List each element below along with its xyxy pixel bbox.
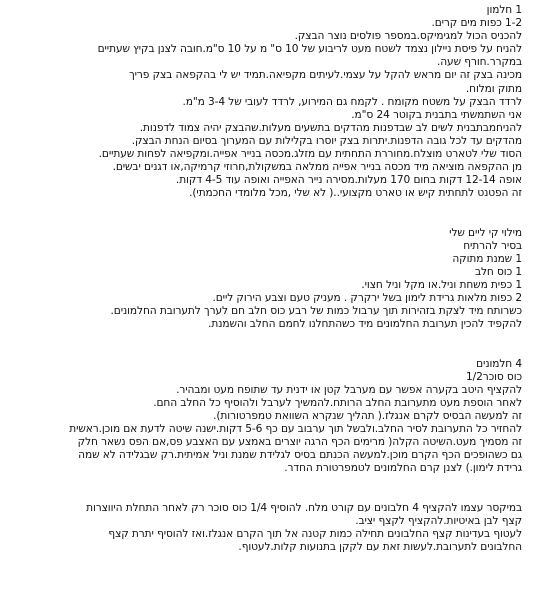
recipe-line: 1 חלמון [486, 4, 522, 16]
recipe-line: להניח על פיסת ניילון נצמד לשטח מעט לריבוע של 10 ס" מ על 10 ס"מ.חובה לצנן בקיץ שעתיים [97, 43, 522, 56]
recipe-line: 1 שמנת מתוקה [452, 252, 522, 265]
recipe-line: החלבונים לתערובת.לעשות זאת עם לקקן בתנועות קלות.לעטוף. [238, 540, 522, 553]
recipe-line: להניחמבתבנית לשים לב שבדפנות מהדקים בתשעים מעלות.שהבצק יהיה צמוד לדפנות. [139, 121, 522, 134]
recipe-line: אני השתמשתי בתבנית בקוטר 24 ס"מ. [351, 108, 522, 121]
recipe-line: 2 כפות מלאות גרידת לימון בשל ירקרק . מעניק טעם וצבע הירוק ליים. [212, 292, 522, 305]
recipe-line: כשרותח מיד לצקת בזהירות תוך ערבול כמות של רבע כוס חלב חם לערך לתערובת החלמונים. [110, 305, 522, 318]
recipe-line: לרדד הבצק על משטח מקומח . לקמח גם המירוע, לרדד לעובי של 3-4 מ"מ. [182, 95, 522, 108]
recipe-line: אופה 12-14 דקות בחום 170 מעלות.מסירה נייר האפייה ואופה עוד 4-5 דקות. [175, 174, 522, 187]
recipe-line: זה הפטנט לתחתית קיש או טארט מקצועי..( לא שלי ,מכל מלומדי החכמתי). [189, 187, 522, 200]
recipe-line: גרידת לימון.) לצנן קרם החלמונים לטמפרטורת החדר. [284, 462, 522, 475]
paragraph-gap [10, 475, 522, 488]
recipe-line: לעטוף בעדינות קצף החלבונים תחילה כמות קטנה אל תוך הקרם אנגלז.ואז להוסיף יתרת קצף [108, 527, 522, 540]
section-heading: 4 חלמונים [476, 357, 522, 370]
recipe-line: לאחר הוספת מעט מתערובת החלב הרותח.להמשיך לערבל ולהוסיף כל החלב החם. [153, 396, 522, 409]
recipe-line: מהדקים עד לכל גובה הדפנות.יתרות בצק יוסרו בקלילות עם המערוך בסיום הנחת הבצק. [131, 134, 522, 147]
recipe-line: זה למעשה הבסיס לקרם אנגלז.( תהליך שנקרא השוואת טמפרטורות). [213, 409, 522, 422]
recipe-line: 1-2 כפות מים קרים. [431, 17, 522, 30]
paragraph-gap [10, 331, 522, 344]
recipe-line: גם כשהופכים הכף הקרם מוכן.למעשה הכנתם בסיס לגלידת שמנת וניל אמיתית.רק שבגלידה לא שמה [78, 449, 522, 462]
recipe-line: במיקסר עצמו להקציף 4 חלבונים עם קורט מלח. להוסיף 1/4 כוס סוכר רק לאחר התחלת היווצרות [86, 501, 522, 514]
recipe-line: כוס סוכר1/2 [465, 370, 522, 383]
recipe-line: מכינה בצק זה יום מראש להקל על עצמי.לעיתים מקפיאה.תמיד יש לי בהקפאה בצק פריך [129, 69, 522, 82]
lime-filling-section [10, 227, 522, 332]
recipe-line: זה מסמיך מעט.השיטה הקלה( מרימים הכף הרגה יוצרים באמצע עם האצבע פס,אם הפס נשאר חלק [77, 436, 522, 449]
paragraph-gap [10, 214, 522, 227]
recipe-line: קצף לבן באיטיות.להקציף לקצף יציב. [355, 514, 522, 527]
recipe-line: להקפיד להכין תערובת החלמונים מיד כשהתחלנו לחמם החלב והשמנת. [208, 318, 522, 331]
paragraph-gap [10, 344, 522, 357]
recipe-line: להחזיר כל התערובת לסיר החלב.ולבשל תוך ערבוב עם כף 5-6 דקות.ישנה שיטה לדעת אם מוכן.ראשית [69, 423, 522, 435]
crust-section [10, 4, 522, 200]
recipe-line: מן ההקפאה מוציאה מיד מכסה בנייר אפייה ממלאה במשקולת,חרוזי קרמיקה,או דגנים יבשים. [112, 161, 522, 174]
section-heading: מילוי קי ליים שלי [449, 226, 522, 239]
recipe-line: מתוק ומלוח. [465, 82, 522, 95]
recipe-line: להקציף היטב בקערה אפשר עם מערבל קטן או ידנית עד שתופח מעט ומבהיר. [176, 383, 522, 396]
recipe-line: הסוד שלי לטארט מוצלח.מחוררת התחתית עם מזלג.מכסה בנייר אפייה.ומקפיאה לפחות שעתיים. [98, 148, 522, 161]
meringue-section [10, 502, 522, 554]
recipe-line: להכניס הכול למגימיקס.במספר פולסים נוצר הבצק. [294, 30, 522, 43]
paragraph-gap [10, 488, 522, 501]
yolks-section [10, 358, 522, 476]
recipe-line: במקרר.חורף שעה. [436, 56, 522, 69]
recipe-line: 1 כפית משחת וניל.או מקל וניל חצוי. [361, 278, 522, 291]
paragraph-gap [10, 200, 522, 213]
recipe-line: 1 כוס חלב [474, 265, 522, 278]
recipe-line: בסיר להרתיח [463, 239, 522, 252]
